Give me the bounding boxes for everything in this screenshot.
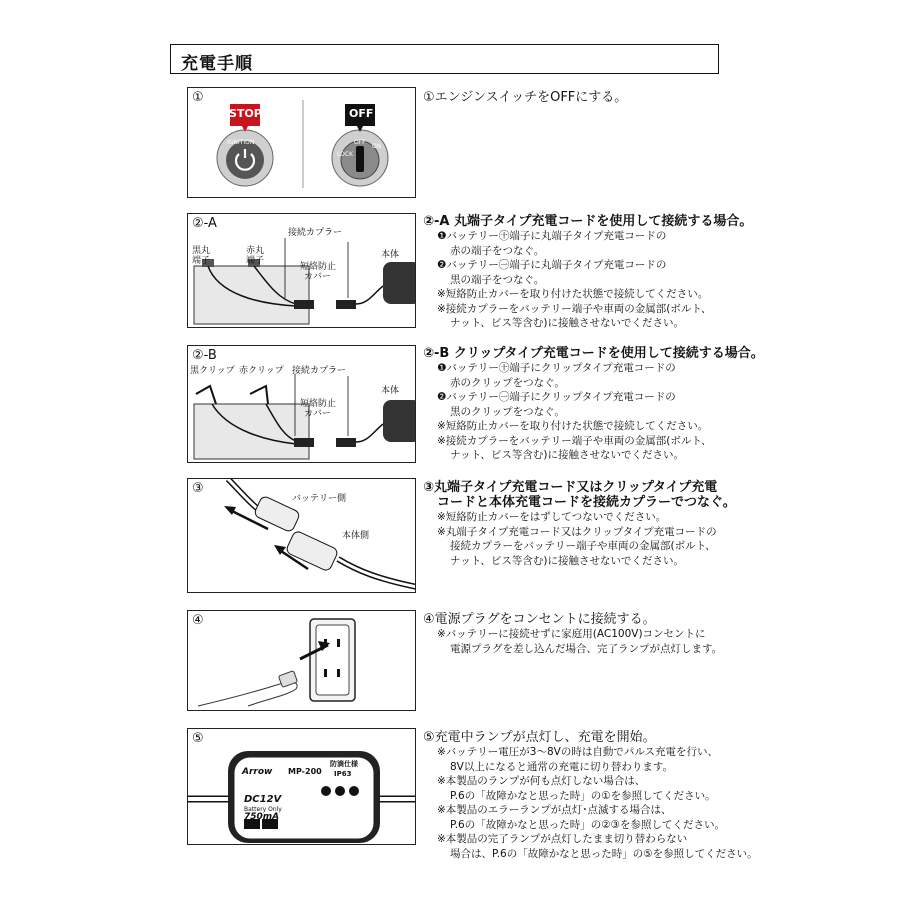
step5-line: ※本製品のエラーランプが点灯･点滅する場合は、 [437,804,672,816]
step2a-panel-label: ②-A [192,216,217,231]
step2b-panel-label: ②-B [192,348,217,363]
coupler-label: 接続カプラー [288,228,343,238]
red-ring-label-1: 赤丸 [246,246,265,256]
step4-panel-label: ④ [192,613,204,628]
step2a-line: ※短絡防止カバーを取り付けた状態で接続してください。 [437,288,709,300]
current-label: 750mA [244,812,280,822]
step2b-line: 赤のクリップをつなぐ。 [450,376,565,389]
step2a-description [423,214,893,331]
step2a-panel [187,213,416,328]
section-title: 充電手順 [181,54,253,74]
step5-line: ※本製品のランプが何も点灯しない場合は、 [437,775,646,787]
step1-description [423,90,893,105]
cover-label-2: カバー [304,409,332,419]
step2a-line: 赤の端子をつなぐ。 [450,244,545,257]
step2a-line: ナット、ビス等含む)に接触させないでください。 [450,317,684,329]
ip-rating-label: IP63 [334,770,352,778]
brand-label: Arrow [242,767,273,777]
black-ring-label-2: 端子 [192,256,211,266]
off-ring-label: OFF [354,139,366,146]
step1-heading: ①エンジンスイッチをOFFにする。 [423,90,628,105]
cover-label-1: 短絡防止 [300,262,337,272]
step2b-line: ❶バッテリー㊉端子にクリップタイプ充電コードの [437,362,676,374]
step4-line: 電源プラグを差し込んだ場合、完了ランプが点灯します。 [450,642,723,655]
step4-description [423,612,893,656]
charger-unit-illustration [188,729,416,845]
step2a-line: ❷バッテリー㊀端子に丸端子タイプ充電コードの [437,259,667,271]
ignition-switch-illustration [188,88,416,198]
red-clip-label: 赤クリップ [239,366,284,376]
step5-line: ※本製品の完了ランプが点灯したまま切り替わらない [437,833,688,845]
step2a-line: ※接続カプラーをバッテリー端子や車両の金属部(ボルト、 [437,302,712,315]
cover-label-1: 短絡防止 [300,399,337,409]
step5-line: 8V以上になると通常の充電に切り替わります。 [450,760,674,773]
black-ring-label-1: 黒丸 [192,246,211,256]
body-label: 本体 [381,386,400,396]
step3-panel [187,478,416,593]
body-label: 本体 [381,250,400,260]
step5-line: 場合は、P.6の「故障かなと思った時」の⑤を参照してください。 [450,847,758,860]
step3-description [423,480,893,568]
step5-line: P.6の「故障かなと思った時」の①を参照してください。 [450,789,716,802]
model-label: MP-200 [288,767,322,776]
step2b-heading: ②-B クリップタイプ充電コードを使用して接続する場合。 [423,346,764,361]
coupler-label: 接続カプラー [292,366,347,376]
cover-label-2: カバー [304,272,332,282]
step5-description [423,730,893,861]
step3-heading-2: コードと本体充電コードを接続カプラーでつなぐ。 [437,495,736,510]
off-badge: OFF [349,107,374,120]
step5-panel [187,728,416,845]
step4-line: ※バッテリーに接続せずに家庭用(AC100V)コンセントに [437,628,706,640]
step1-panel [187,87,416,198]
step2b-panel [187,345,416,463]
ignition-ring-label: IGNITION [227,139,255,146]
step2a-line: 黒の端子をつなぐ。 [450,273,545,286]
outlet-plug-illustration [188,611,416,711]
step2b-line: ❷バッテリー㊀端子にクリップタイプ充電コードの [437,391,676,403]
step3-line: 接続カプラーをバッテリー端子や車両の金属部(ボルト、 [450,540,716,552]
battery-only-label: Battery Only [244,806,282,813]
body-side-label: 本体側 [342,531,370,541]
step3-line: ナット、ビス等含む)に接触させないでください。 [450,554,684,567]
on-ring-label: ON [372,143,382,150]
waterproof-label: 防滴仕様 [330,760,358,768]
step5-line: P.6の「故障かなと思った時」の②③を参照してください。 [450,818,726,831]
step3-line: ※短絡防止カバーをはずしてつないでください。 [437,511,667,523]
step2b-line: ※短絡防止カバーを取り付けた状態で接続してください。 [437,420,709,432]
step4-heading: ④電源プラグをコンセントに接続する。 [423,612,656,627]
step3-heading-1: ③丸端子タイプ充電コード又はクリップタイプ充電 [423,480,718,495]
step5-line: ※バッテリー電圧が3～8Vの時は自動でパルス充電を行い、 [437,746,719,758]
step3-line: ※丸端子タイプ充電コード又はクリップタイプ充電コードの [437,525,717,538]
red-ring-label-2: 端子 [246,256,265,266]
step5-panel-label: ⑤ [192,731,204,746]
step2a-line: ❶バッテリー㊉端子に丸端子タイプ充電コードの [437,230,667,242]
voltage-label: DC12V [244,794,282,805]
lock-ring-label: LOCK [337,151,353,158]
step3-panel-label: ③ [192,481,204,496]
step5-heading: ⑤充電中ランプが点灯し、充電を開始。 [423,730,656,745]
section-title-box [170,44,719,74]
step1-panel-label: ① [192,90,204,105]
step2b-line: ナット、ビス等含む)に接触させないでください。 [450,449,684,461]
step2a-heading: ②-A 丸端子タイプ充電コードを使用して接続する場合。 [423,214,753,229]
step2b-description [423,346,893,463]
battery-side-label: バッテリー側 [292,494,347,504]
step2b-line: ※接続カプラーをバッテリー端子や車両の金属部(ボルト、 [437,434,712,447]
stop-badge: STOP [229,107,262,120]
black-clip-label: 黒クリップ [190,366,235,376]
step2b-line: 黒のクリップをつなぐ。 [450,405,565,418]
step4-panel [187,610,416,711]
